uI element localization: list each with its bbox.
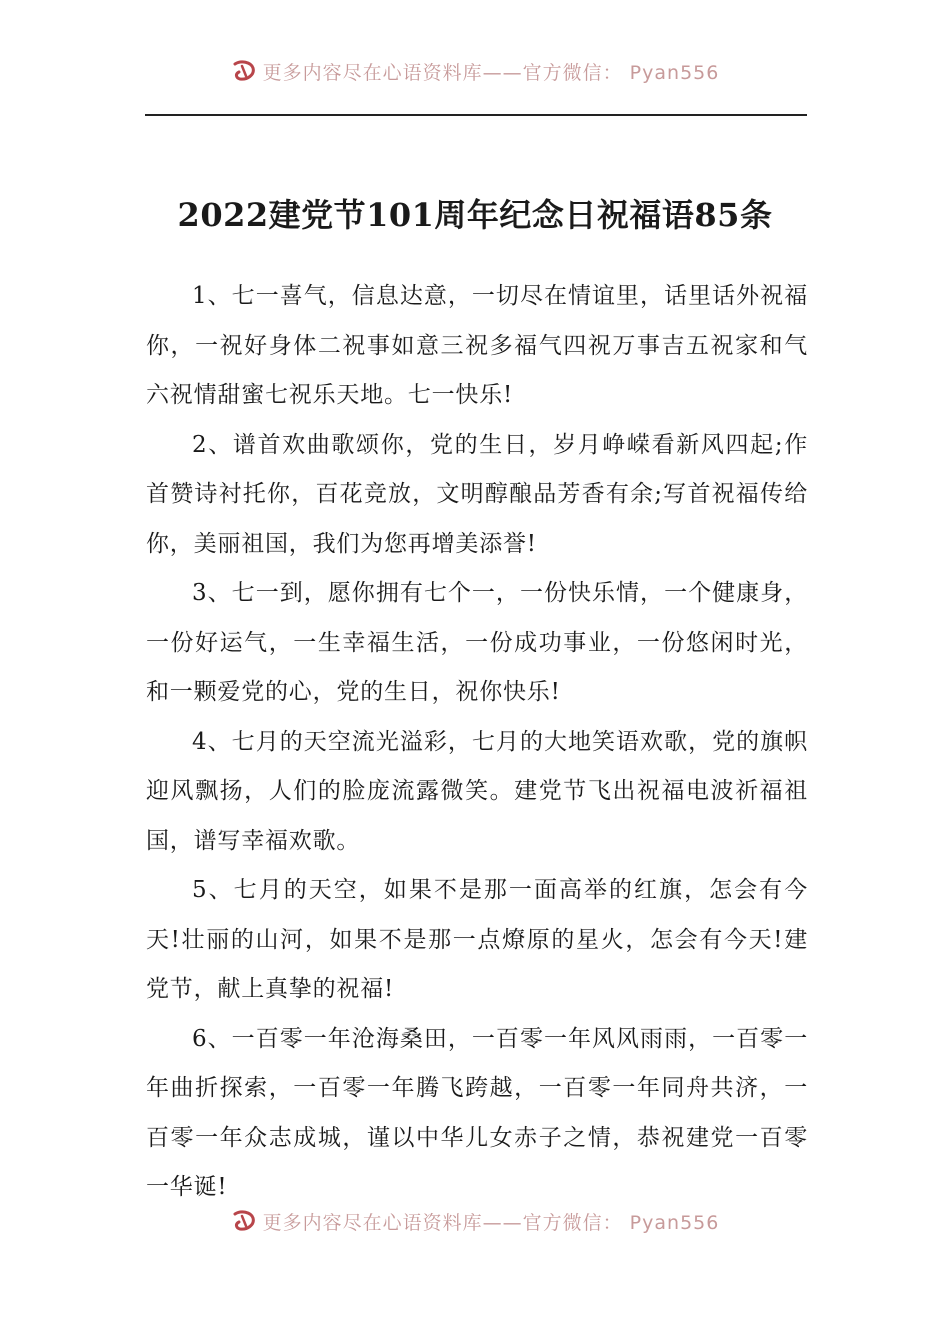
logo-icon xyxy=(231,1208,257,1234)
watermark-text: 更多内容尽在心语资料库——官方微信： Pyan556 xyxy=(262,61,720,84)
paragraph-6: 6、一百零一年沧海桑田，一百零一年风风雨雨，一百零一年曲折探索，一百零一年腾飞跨越，一百零一年同舟共济，一百零一年众志成城，谨以中华儿女赤子之情，恭祝建党一百零一华诞! xyxy=(146,1025,808,1200)
paragraph-5: 5、七月的天空，如果不是那一面高举的红旗，怎会有今天!壮丽的山河，如果不是那一点燎原的星火，怎会有今天!建党节，献上真挚的祝福! xyxy=(146,877,808,1002)
paragraph-3: 3、七一到，愿你拥有七个一，一份快乐情，一个健康身，一份好运气，一生幸福生活，一份成功事业，一份悠闲时光，和一颗爱党的心，党的生日，祝你快乐! xyxy=(146,580,808,705)
footer-watermark xyxy=(0,1206,950,1236)
watermark-text: 更多内容尽在心语资料库——官方微信： Pyan556 xyxy=(262,1211,720,1234)
header-divider xyxy=(145,114,807,116)
paragraph-2: 2、谱首欢曲歌颂你，党的生日，岁月峥嵘看新风四起;作首赞诗衬托你，百花竞放，文明醇酿品芳香有余;写首祝福传给你，美丽祖国，我们为您再增美添誉! xyxy=(146,431,808,557)
document-title: 2022建党节101周年纪念日祝福语85条 xyxy=(177,196,773,235)
paragraph-4: 4、七月的天空流光溢彩，七月的大地笑语欢歌，党的旗帜迎风飘扬，人们的脸庞流露微笑。建党节飞出祝福电波祈福祖国，谱写幸福欢歌。 xyxy=(146,728,808,854)
paragraph-1: 1、七一喜气，信息达意，一切尽在情谊里，话里话外祝福你，一祝好身体二祝事如意三祝多福气四祝万事吉五祝家和气六祝情甜蜜七祝乐天地。七一快乐! xyxy=(146,283,808,408)
header-watermark xyxy=(0,56,950,86)
document-body xyxy=(146,272,808,1213)
logo-icon xyxy=(231,58,257,84)
